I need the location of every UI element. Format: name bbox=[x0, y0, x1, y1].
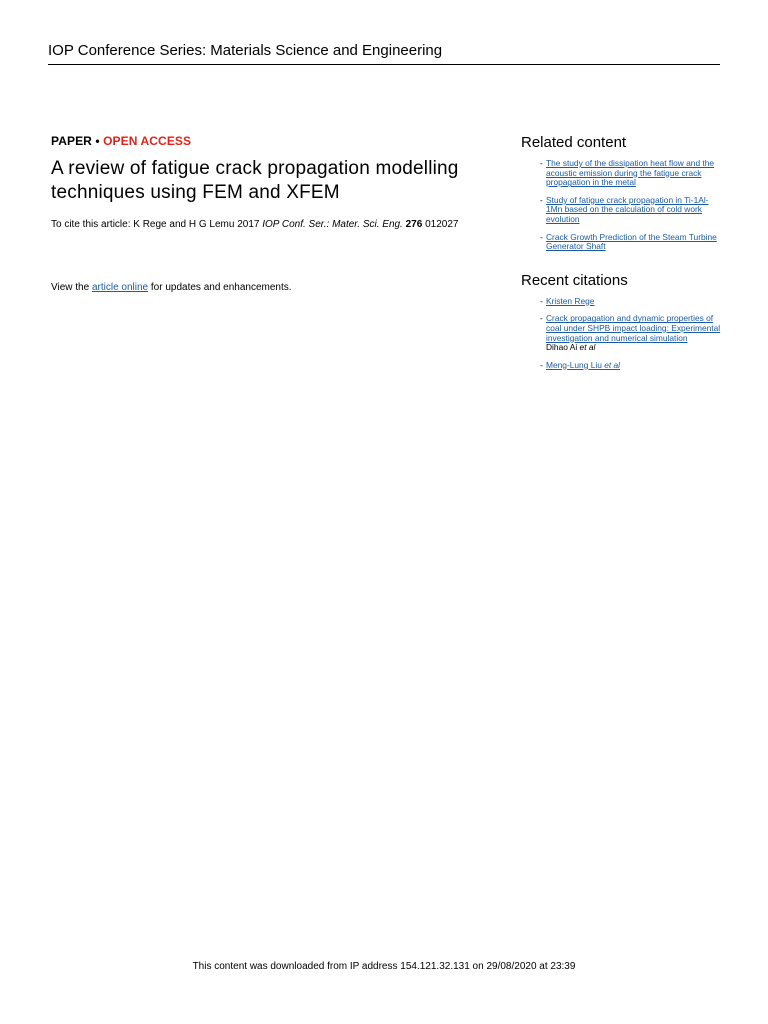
citation-volume: 276 bbox=[405, 219, 423, 230]
citation bbox=[51, 219, 491, 230]
list-dash: - bbox=[540, 231, 543, 242]
view-online-suffix: for updates and enhancements. bbox=[148, 282, 292, 293]
citation-author-etal: et al bbox=[579, 342, 596, 353]
related-item bbox=[540, 159, 721, 188]
list-dash: - bbox=[540, 158, 543, 168]
journal-title: IOP Conference Series: Materials Science and Engineering bbox=[48, 42, 443, 59]
related-content-list bbox=[521, 159, 721, 252]
citation-item-link[interactable]: Kristen Rege bbox=[546, 295, 595, 306]
journal-header bbox=[48, 42, 720, 65]
article-title: A review of fatigue crack propagation modelling techniques using FEM and XFEM bbox=[51, 158, 459, 203]
citation-number: 012027 bbox=[422, 219, 459, 230]
citation-prefix: To cite this article: K Rege and H G Lemu 2017 bbox=[51, 219, 263, 230]
citation-item-author bbox=[546, 343, 721, 353]
related-item-link[interactable]: Study of fatigue crack propagation in Ti-1Al-1Mn based on the calculation of cold work evolution bbox=[546, 194, 709, 224]
citation-author-name: Dihao Ai bbox=[546, 342, 580, 353]
related-item-link[interactable]: Crack Growth Prediction of the Steam Turbine Generator Shaft bbox=[546, 231, 717, 252]
list-dash: - bbox=[540, 359, 543, 370]
download-footer: This content was downloaded from IP address 154.121.32.131 on 29/08/2020 at 23:39 bbox=[192, 961, 576, 972]
citation-journal: IOP Conf. Ser.: Mater. Sci. Eng. bbox=[262, 219, 403, 230]
sidebar bbox=[521, 134, 721, 378]
paper-type-separator: • bbox=[91, 134, 104, 148]
article-online-link[interactable]: article online bbox=[91, 282, 149, 293]
list-dash: - bbox=[540, 295, 543, 306]
citation-item-author-name: Meng-Lung Liu bbox=[546, 359, 605, 370]
related-item-link[interactable]: The study of the dissipation heat flow and the acoustic emission during the fatigue crack propagation in the metal bbox=[546, 158, 715, 188]
related-item bbox=[540, 196, 721, 225]
citation-item-link[interactable]: Crack propagation and dynamic properties of coal under SHPB impact loading: Experimental investigation and numerical simulation bbox=[546, 313, 721, 343]
citation-item-etal: et al bbox=[604, 359, 621, 370]
paper-type bbox=[51, 134, 491, 148]
article-main bbox=[51, 134, 491, 230]
related-item bbox=[540, 233, 721, 252]
view-online bbox=[51, 282, 292, 293]
open-access-label: OPEN ACCESS bbox=[103, 134, 192, 148]
view-online-prefix: View the bbox=[51, 282, 92, 293]
recent-citations-heading: Recent citations bbox=[521, 271, 628, 289]
citation-item bbox=[540, 297, 721, 307]
list-dash: - bbox=[540, 313, 543, 324]
paper-type-label: PAPER bbox=[51, 134, 92, 148]
citation-item bbox=[540, 314, 721, 352]
citation-item-link[interactable] bbox=[546, 360, 620, 370]
related-content-heading: Related content bbox=[521, 134, 627, 151]
citation-item bbox=[540, 361, 721, 371]
list-dash: - bbox=[540, 194, 543, 205]
recent-citations-list bbox=[521, 297, 721, 371]
